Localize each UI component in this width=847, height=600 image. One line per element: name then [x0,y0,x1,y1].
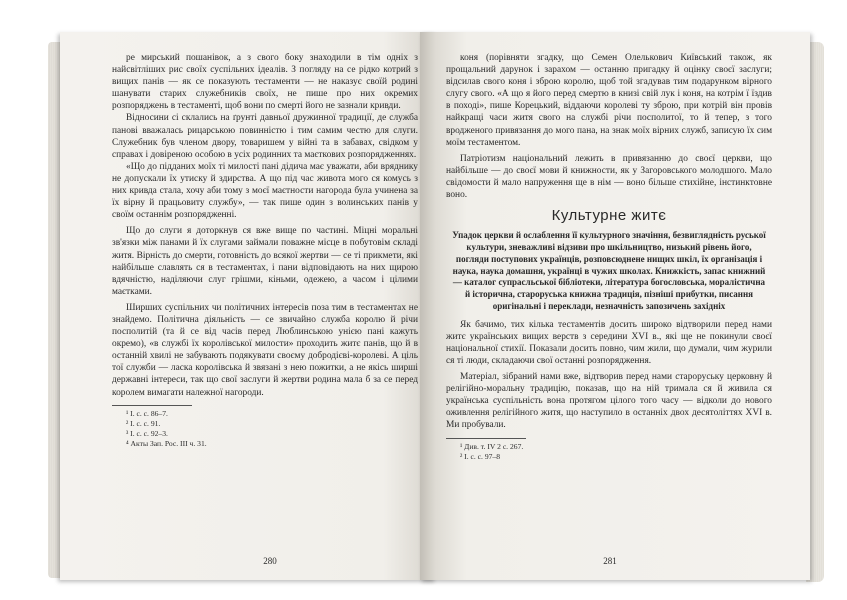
right-footnote-1: ¹ Див. т. IV 2 с. 267. [460,441,524,451]
right-page-number: 281 [603,556,617,566]
left-footnote-3: ³ I. c. c. 92–3. [126,428,168,438]
right-paragraph-4: Матеріал, зібраний нами вже, відтворив перед нами староруську церковну й релігійно-моральну традицію, показав, що на ній тримала ся й живила ся українська суспільність вона протягом цілого того часу — відколи до нового оживлення релігійного житя, що наступило в останніх двох десятоліттях XVI в. Ми пробували. [446,372,772,431]
left-paragraph-5: Ширших суспільних чи політичних інтересів поза тим в тестаментах не знайдемо. Політична діяльність — се звичайно служба королю й річи посполитій (та й се від часів перед Люблинською унією пані кажуть окремо), «в службі їх королівської милости» проходить житє панів, що й в останній хвилі не забувають подякувати своєму добродієві-королеві. А ціль тої служби — ласка королівська й звязані з нею пожитки, а не якісь ширші державні інтереси, так що свої заслуги й жертви родина мала б за се перед королем вимагати належної нагороди. [112,302,418,398]
right-page [420,32,810,580]
right-paragraph-1: коня (порівняти згадку, що Семен Олелькович Київський також, як прощальний дарунок і зарахом — останню пригадку й оцінку своєї заслуги; відсилав свого коня і зброю королю, щоб той згадував тим подарунком вірного слугу свого. «А що я його перед смертю в книзі свій лук і коня, на котрім ї їздив в поході», пише Корецький, віддаючи королеві ту зброю, при котрій він провів найкращі часи житя свого на службі річи посполитої, то й тепер, з того вродженого привязання до мого пана, на знак моїх вірних служб, записую їх сим моїм тестаментом. [446,53,772,148]
left-page-number: 280 [263,556,277,566]
footnote-divider [446,438,526,439]
right-paragraph-3: Як бачимо, тих кілька тестаментів досить широко відтворили перед нами житє українських вищих верств з середини XVI в., які ще не покинули своєї національної стихії. Показали досить повно, чим жили, що думали, чим журили ся ті люди, складаючи свої останні розпорядження. [446,319,772,366]
left-paragraph-4: Що до слуги я доторкнув ся вже вище по частині. Міцні моральні зв'язки між панами й їх слугами займали поважне місце в побутовім складі житя. Вірність до смерти, готовність до всякої жертви — се ті прикмети, які найбільше славлять ся в тестаментах, і пани відповідають на них щирою вдячністю, наділяючи слуг грішми, кіньми, одежею, а часом і цілими маєтками. [112,226,418,297]
footnote-divider [112,405,192,406]
left-paragraph-2: Відносини сі склались на ґрунті давньої дружинної традиції, де служба панові вважалась рицарською повинністю і тим самим честю для слуги. Служебник був членом двору, товаришем у війні та в забавах, свідком у справах і довіреною особою в усіх родинних та маєткових розпорядженнях. [112,113,418,160]
left-page [60,32,436,580]
left-footnote-2: ² I. c. c. 91. [126,418,161,428]
left-paragraph-3: «Що до підданих моїх ті милості пані дідича має уважати, аби вряднику не допускали їх утиску й здирства. А що під час живота мого ся комусь з них кривда стала, хочу аби тому з моєї маєтности нагорода була учинена за їх вірну й працьовиту службу», — так пише один з волинських панів у своїм останнім розпорядженні. [112,161,418,221]
open-book [20,12,830,594]
section-heading: Культурне житє [551,207,667,225]
left-footnote-4: ⁴ Акты Зап. Рос. III ч. 31. [126,438,207,448]
right-page-text [446,52,772,462]
left-paragraph-1: ре мирський пошанівок, а з свого боку знаходили в тім одніх з найсвітліших рис своїх суспільних ідеалів. З погляду на се рідко котрий з вищих панів — як се показують тестаменти — не наказує своїй родині шанувати старих служебників своїх, не пише про них окремих розпоряджень в тестаменті, щоб вони по смерті його не зазнали кривди. [112,53,418,112]
right-footnote-2: ² I. c. c. 97–8 [460,451,501,461]
left-footnote-1: ¹ I. c. c. 86–7. [126,408,168,418]
left-page-text [112,52,418,449]
right-paragraph-2: Патріотизм національний лежить в привязанню до своєї церкви, що найбільше — до своєї мови й книжности, як у Загоровського молодшого. Мало свідомости й мало напруження ще в нім — воно більше стихійне, інстинктовне воно. [446,153,772,201]
section-summary: Упадок церкви й ослаблення її культурного значіння, безвиглядність руської культури, зневажливі відзиви про шкільництво, низький рівень його, погляди поступових українців, розповсюднене нищих шкіл, їх організація і наука, наука домашня, українці в чужих школах. Книжкість, запас книжний — каталог супрасльської бібліотеки, література богословська, моралістична й історична, староруська книжна традиція, пізніші прибутки, писання оригінальні і переклади, незначність запозичень західніх [452,230,766,311]
